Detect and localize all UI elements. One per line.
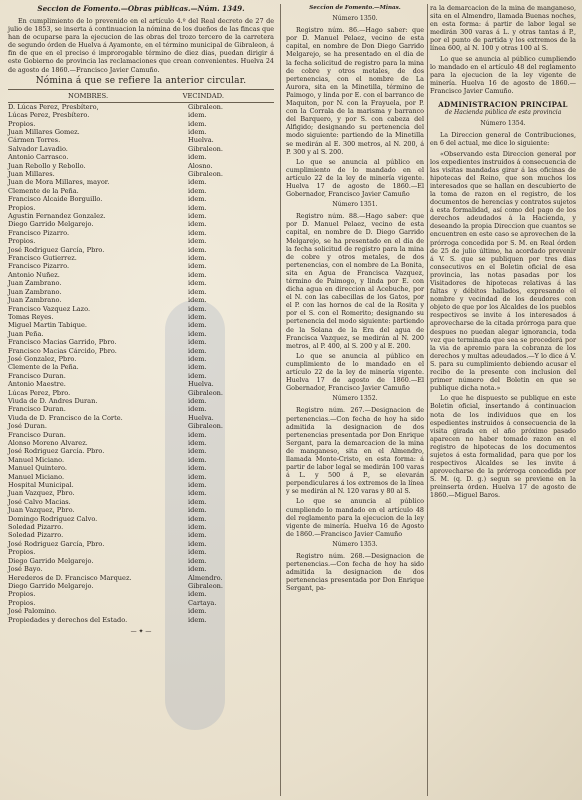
owner-name: Francisco Gutierrez. <box>8 254 77 263</box>
table-row <box>8 557 274 565</box>
owner-name: José Bayo. <box>8 565 43 574</box>
admin-subheading: de Hacienda pública de esta provincia <box>444 109 562 117</box>
table-row <box>8 439 274 447</box>
owner-vecindad: idem. <box>188 237 207 246</box>
notice-1354-closing: Lo que he dispuesto se publique en este Boletin oficial, insertando á continuacion nota de los individuos que en los espedientes instruidos á consecuencia de la visita girada en el año próximo pasado aparecen no haber tomado razon en el registro de hipotecas de los documentos sujetos á esta formalidad, para que por los respectivos Alcaldes se les invite á aprovecharse de la prórroga concedida por S. M. (q. D. g.) segun se previene en la preinserta órden. Huelva 17 de agosto de 1860.—Miguel Baros. <box>430 394 576 500</box>
table-row <box>8 204 274 212</box>
owner-vecindad: idem. <box>188 111 207 120</box>
owner-vecindad: idem. <box>188 279 207 288</box>
table-row <box>8 355 274 363</box>
owner-vecindad: idem. <box>188 195 207 204</box>
owner-vecindad: idem. <box>188 346 207 355</box>
owner-vecindad: idem. <box>188 607 207 616</box>
owner-name: Cármen Torres. <box>8 136 61 145</box>
owner-name: Francisco Pizarro. <box>8 262 70 271</box>
owner-name: Propios. <box>8 237 36 246</box>
owner-vecindad: idem. <box>188 212 207 221</box>
owner-name: Propios. <box>8 548 36 557</box>
owner-name: Viuda de D. Francisco de la Corte. <box>8 413 123 422</box>
table-row <box>8 288 274 296</box>
column-rule <box>427 4 428 796</box>
owner-vecindad: idem. <box>188 321 207 330</box>
owner-vecindad: idem. <box>188 220 207 229</box>
owner-name: Francisco Duran. <box>8 405 66 414</box>
table-row <box>8 397 274 405</box>
table-row <box>8 363 274 371</box>
owner-vecindad: idem. <box>188 472 207 481</box>
owner-name: Clemente de la Peña. <box>8 363 79 372</box>
owner-name: Juan de Mora Millares, mayor. <box>8 178 110 187</box>
numero-1353: Número 1353. <box>332 540 378 548</box>
owner-name: Alonso Moreno Alvarez. <box>8 439 88 447</box>
table-row <box>8 599 274 607</box>
owner-vecindad: idem. <box>188 354 207 363</box>
notice-1352-closing: Lo que se anuncia al público cumpliendo lo mandado en el artículo 48 del reglamento para la ejecucion de la ley vigente de minería. Huelva 16 de Agosto de 1860.—Francisco Javier Camuño <box>286 497 424 538</box>
notice-1350-closing: Lo que se anuncia al público en cumplimiento de lo mandado en el artículo 22 de la ley de minería vigente. Huelva 17 de agosto de 1860.—El Gobernador, Francisco Javier Camuño <box>286 157 424 199</box>
owner-vecindad: idem. <box>188 396 207 405</box>
owner-vecindad: Gibraleon. <box>188 422 224 431</box>
owner-name: Tomas Reyes. <box>8 312 54 321</box>
owner-name: D. Lúcas Perez, Presbítero, <box>8 102 99 111</box>
owner-vecindad: idem. <box>188 287 207 296</box>
owner-name: José Rodriguez García. Pbro. <box>8 447 105 456</box>
owner-vecindad: idem. <box>188 506 207 515</box>
owner-name: Soledad Pizarro. <box>8 531 64 540</box>
owner-vecindad: idem. <box>188 539 207 548</box>
section-header: Seccion de Fomento.—Obras públicas.—Núm. 1349. <box>37 4 245 13</box>
table-row <box>8 380 274 388</box>
owner-name: José Calvo Macias. <box>8 497 71 506</box>
table-row <box>8 389 274 397</box>
table-row <box>8 262 274 270</box>
owner-vecindad: idem. <box>188 447 207 456</box>
owner-vecindad: idem. <box>188 556 207 565</box>
notice-1351: Registro núm. 88.—Hago saber: que por D. Manuel Pelaez, vecino de esta capital, en nombre de D. Diego Garrido Melgarejo, se ha presentado en el dia de la fecha solicitud de registro para la mina de cobre y otros metales, de dos pertenencias, con el nombre de La Bonita, sita en Agua de Francisca Vazquez, término de Paimogo, y linda por E. con dicha agua en direccion al Acebuche, por el N. con las cabecillas de los Gatos, por el P. con las hornos de cal de la Rosita y por el S. con el Romerito; designando su pertenencia del modo siguiente: partiendo de la Solana de la Era del agua de Francisca Vazquez, se medirán al N. 200 metros, al P. 400, al S. 200 y al E. 200. <box>286 212 424 350</box>
owner-vecindad: idem. <box>188 153 207 162</box>
table-row <box>8 195 274 203</box>
table-row <box>8 582 274 590</box>
owner-name: José Rodriguez García, Pbro. <box>8 539 105 548</box>
owner-vecindad: Almendro. <box>188 573 223 582</box>
owner-name: Domingo Rodriguez Calvo. <box>8 514 98 523</box>
owner-vecindad: Gibraleon. <box>188 581 224 590</box>
owner-name: Francisco Macias Garrido, Pbro. <box>8 338 117 347</box>
owner-vecindad: idem. <box>188 312 207 321</box>
owner-name: Diego Garrido Melgarejo. <box>8 220 94 229</box>
owner-name: Propios. <box>8 590 36 599</box>
owner-vecindad: Gibraleon. <box>188 170 224 178</box>
owner-vecindad: idem. <box>188 178 207 187</box>
table-row <box>8 254 274 262</box>
owner-name: José Gonzalez, Pbro. <box>8 354 77 363</box>
table-row <box>8 237 274 245</box>
column-obras-publicas <box>8 4 274 640</box>
table-row <box>8 212 274 220</box>
owner-vecindad: idem. <box>188 296 207 305</box>
owner-vecindad: Gibraleon. <box>188 102 224 111</box>
nomina-title: Nómina á que se refiere la anterior circular. <box>35 75 247 86</box>
owner-vecindad: idem. <box>188 439 207 447</box>
owner-vecindad: idem. <box>188 615 207 624</box>
owner-vecindad: idem. <box>188 329 207 338</box>
table-row <box>8 170 274 178</box>
notice-intro: En cumplimiento de lo prevenido en el artículo 4.º del Real decreto de 27 de julio de 1853, se inserta á continuacion la nómina de los dueños de las fincas que han de ocuparse para la ejecucion de las obras del trozo tercero de la carretera de segundo órden de Huelva á Ayamonte, en el término municipal de Gibraleon, á fin de que en el preciso é improrogable término de diez dias, puedan dirigir á este Gobierno de provincia las reclamaciones que crean convenientes. Huelva 24 de agosto de 1860.—Francisco Javier Camuño. <box>8 17 275 74</box>
table-row <box>8 347 274 355</box>
table-row <box>8 103 274 111</box>
table-row <box>8 271 274 279</box>
owner-vecindad: idem. <box>188 455 207 464</box>
table-row <box>8 321 274 329</box>
table-row <box>8 548 274 556</box>
owner-vecindad: idem. <box>188 245 207 254</box>
owner-vecindad: idem. <box>188 363 207 372</box>
section-header: Seccion de Fomento.—Minas. <box>309 5 401 11</box>
table-row <box>8 162 274 170</box>
owner-name: Antonio Maestre. <box>8 380 66 389</box>
owner-vecindad: idem. <box>188 464 207 473</box>
owner-vecindad: Gibraleon. <box>188 144 224 153</box>
owner-name: Juan Peña. <box>8 329 44 338</box>
owner-vecindad: Huelva. <box>188 413 214 422</box>
owner-name: Soledad Pizarro. <box>8 523 64 532</box>
numero-1354: Número 1354. <box>480 120 526 128</box>
owner-name: Lúcas Perez, Pbro. <box>8 388 71 397</box>
table-row <box>8 574 274 582</box>
owner-name: Miguel Martin Tabique. <box>8 321 87 330</box>
table-row <box>8 447 274 455</box>
owner-vecindad: Gibraleon. <box>188 388 224 397</box>
owner-name: Juan Zambrano. <box>8 279 62 288</box>
owner-name: José Duran. <box>8 422 47 431</box>
table-row <box>8 128 274 136</box>
owner-vecindad: idem. <box>188 262 207 271</box>
col-header-vecindad: VECINDAD. <box>182 91 224 100</box>
owner-name: Propiedades y derechos del Estado. <box>8 615 128 624</box>
owner-name: José Rodriguez García, Pbro. <box>8 245 105 254</box>
table-row <box>8 187 274 195</box>
numero-1350: Número 1350. <box>332 15 378 23</box>
owner-vecindad: idem. <box>188 254 207 263</box>
table-row <box>8 136 274 144</box>
table-row <box>8 153 274 161</box>
owner-name: Propios. <box>8 119 36 128</box>
table-row <box>8 313 274 321</box>
owner-name: Juan Rebollo y Rebollo. <box>8 161 86 170</box>
notice-1353-closing: Lo que se anuncia al público cumpliendo lo mandado en el artículo 48 del reglamento para la ejecucion de la ley vigente de minería. Huelva 16 de agosto de 1860.—Francisco Javier Camuño. <box>430 54 576 95</box>
table-row <box>8 246 274 254</box>
table-row <box>8 111 274 119</box>
owner-vecindad: Huelva. <box>188 136 214 145</box>
owner-name: Diego Garrido Melgarejo. <box>8 581 94 590</box>
admin-heading: ADMINISTRACION PRINCIPAL <box>438 100 568 110</box>
table-row <box>8 279 274 287</box>
table-row <box>8 515 274 523</box>
owner-vecindad: idem. <box>188 186 207 195</box>
owner-name: Herederos de D. Francisco Marquez. <box>8 573 132 582</box>
table-row <box>8 145 274 153</box>
notice-1352: Registro núm. 267.—Designacion de pertenencias.—Con fecha de hoy ha sido admitida la designacion de dos pertenencias presentada por Don Enrique Sergant, para la demarcacion de la mina de manganeso, sita en el Almendro, llamada Monte-Cristo, en esta forma: á partir de labor legal se medirán 100 varas á L. y 500 á P., se elevarán perpendiculares á los extremos de la línea y se medirán al N. 120 varas y 80 al S. <box>286 406 424 496</box>
table-row <box>8 456 274 464</box>
owner-name: José Palomino. <box>8 607 57 616</box>
owner-vecindad: idem. <box>188 127 207 136</box>
owner-vecindad: idem. <box>188 514 207 523</box>
table-row <box>8 531 274 539</box>
notice-1353-continued: ra la demarcacion de la mina de manganeso, sita en el Almendro, llamada Buenas noches, en esta forma: á partir de labor legal se medirán 300 varas á L. y otras tantas á P., por el punto de partida y los extremos de la línea 600, al N. 100 y otras 100 al S. <box>430 4 576 53</box>
table-row <box>8 473 274 481</box>
owner-vecindad: idem. <box>188 590 207 599</box>
table-row <box>8 414 274 422</box>
owner-vecindad: idem. <box>188 531 207 540</box>
table-row <box>8 405 274 413</box>
owner-vecindad: Cartaya. <box>188 598 217 607</box>
owner-vecindad: idem. <box>188 304 207 313</box>
owners-table <box>8 103 274 624</box>
owner-vecindad: idem. <box>188 489 207 498</box>
notice-1351-closing: Lo que se anuncia al público en cumplimiento de lo mandado en el artículo 22 de la ley de minería vigente. Huelva 17 de agosto de 1860.—El Gobernador, Francisco Javier Camuño <box>286 351 424 393</box>
owner-name: Antonio Carrasco. <box>8 153 69 162</box>
table-row <box>8 607 274 615</box>
owner-name: Francisco Duran. <box>8 371 66 380</box>
table-row <box>8 220 274 228</box>
table-row <box>8 338 274 346</box>
owner-vecindad: idem. <box>188 548 207 557</box>
table-row <box>8 305 274 313</box>
table-row <box>8 330 274 338</box>
table-row <box>8 506 274 514</box>
table-row <box>8 422 274 430</box>
numero-1352: Número 1352. <box>332 395 378 403</box>
owner-name: Francisco Alcaide Borguillo. <box>8 195 103 204</box>
owner-vecindad: Huelva. <box>188 380 214 389</box>
table-row <box>8 489 274 497</box>
owner-vecindad: Alosno. <box>188 161 213 170</box>
owner-name: Viuda de D. Andres Duran. <box>8 396 98 405</box>
table-row <box>8 120 274 128</box>
owner-name: Agustin Fernandez Gonzalez. <box>8 212 106 221</box>
table-row <box>8 372 274 380</box>
column-hacienda <box>430 4 576 502</box>
owner-name: Propios. <box>8 598 36 607</box>
owner-name: Juan Millares Gomez. <box>8 127 80 136</box>
owner-vecindad: idem. <box>188 228 207 237</box>
owner-vecindad: idem. <box>188 270 207 279</box>
table-row <box>8 498 274 506</box>
owner-name: Francisco Duran. <box>8 430 66 439</box>
owner-vecindad: idem. <box>188 203 207 212</box>
owner-name: Lúcas Perez, Presbítero. <box>8 111 90 120</box>
owner-vecindad: idem. <box>188 371 207 380</box>
owner-vecindad: idem. <box>188 497 207 506</box>
table-row <box>8 431 274 439</box>
owner-vecindad: idem. <box>188 565 207 574</box>
owner-name: Francisco Pizarro. <box>8 228 70 237</box>
owner-name: Juan Zambrano. <box>8 296 62 305</box>
notice-1354-intro: La Direccion general de Contribuciones, en 6 del actual, me dice lo siguiente: <box>430 131 576 148</box>
notice-1353: Registro núm. 268.—Designacion de pertenencias.—Con fecha de hoy ha sido admitida la designacion de dos pertenencias presentada por Don Enrique Sergant, pa- <box>286 552 424 593</box>
table-row <box>8 464 274 472</box>
numero-1351: Número 1351. <box>332 201 378 209</box>
owner-name: Juan Vazquez, Pbro. <box>8 489 75 498</box>
owner-name: Hospital Municipal. <box>8 481 74 490</box>
owner-name: Juan Vazquez, Pbro. <box>8 506 75 515</box>
owner-name: Antonio Nuñez. <box>8 270 60 279</box>
owner-name: Francisco Macias Cárcido, Pbro. <box>8 346 117 355</box>
owner-name: Manuel Miciano. <box>8 472 65 481</box>
table-row <box>8 178 274 186</box>
notice-1354-quote: «Observando esta Direccion general por los expedientes instruidos á consecuencia de las visitas mandadas girar á las oficinas de hipotecas del Reino, que son muchos los interesados que se hallan en descubierto de la toma de razon en el registro, de los documentos de herencias y contratos sujetos á esta formalidad, así como del pago de los derechos adeudados á la Hacienda, y deseando la propia Direccion que cuantos se encuentren en este caso se aprovechen de la prórroga concedida por S. M. en Real órden de 25 de julio último, ha acordado prevenir á V. S. que se publiquen por tres dias consecutivos en el Boletin oficial de esa provincia, las notas pasadas por los Visitadores de hipotecas relativas á las faltas y débitos hallados, expresando el nombre y vecindad de los deudores con objeto de que por los Alcaldes de los pueblos respectivos se invite á los interesados á aprovecharse de la citada prórroga para que despues no puedan alegar ignorancia, toda vez que terminada que sea se procederá por la via de apremio para la cobranza de los derechos y multas adeudados.—Y lo dice á V. S. para su cumplimiento debiendo acusar el recibo de la presente con inclusion del primer número del Boletin en que se publique dicha nota.» <box>430 149 577 393</box>
owner-name: Salvador Lavadio. <box>8 144 68 153</box>
owner-vecindad: idem. <box>188 481 207 490</box>
table-row <box>8 229 274 237</box>
owner-vecindad: idem. <box>188 430 207 439</box>
column-rule <box>280 4 281 796</box>
notice-1350: Registro núm. 86.—Hago saber: que por D. Manuel Pelaez, vecino de esta capital, en nombre de Don Diego Garrido Melgarejo, se ha presentado en el dia de la fecha solicitud de registro para la mina de cobre y otros metales, de dos pertenencias, con el nombre de La Aurora, sita en la Minetilla, término de Paimogo, y linda por E. con el barranco de Maquiton, por N. con la Frayuela, por P. con la Corrala de la marisma y barranco del Barquero, y por S. con cabeza del Alfigido; designando su pertenencia del modo siguiente: partiendo de la Minetilla se medirán al E. 300 metros, al N. 200, á P. 300 y al S. 200. <box>286 26 425 156</box>
table-row <box>8 296 274 304</box>
ornament-divider: — ✦ — <box>130 627 152 635</box>
owner-name: Juan Millares. <box>8 170 55 178</box>
table-row <box>8 590 274 598</box>
owner-vecindad: idem. <box>188 405 207 414</box>
table-row <box>8 616 274 624</box>
owner-name: Propios. <box>8 203 36 212</box>
owner-vecindad: idem. <box>188 119 207 128</box>
owner-name: Juan Zambrano. <box>8 287 62 296</box>
owner-name: Manuel Quintero. <box>8 464 67 473</box>
table-row <box>8 540 274 548</box>
table-row <box>8 565 274 573</box>
table-header <box>8 89 274 103</box>
owner-name: Clemente de la Peña. <box>8 186 79 195</box>
col-header-names: NOMBRES. <box>68 91 109 100</box>
owner-vecindad: idem. <box>188 338 207 347</box>
owner-name: Diego Garrido Melgarejo. <box>8 556 94 565</box>
owner-vecindad: idem. <box>188 523 207 532</box>
owner-name: Manuel Miciano. <box>8 455 65 464</box>
column-minas <box>286 4 424 594</box>
owner-name: Francisco Vazquez Lazo. <box>8 304 91 313</box>
table-row <box>8 481 274 489</box>
table-row <box>8 523 274 531</box>
